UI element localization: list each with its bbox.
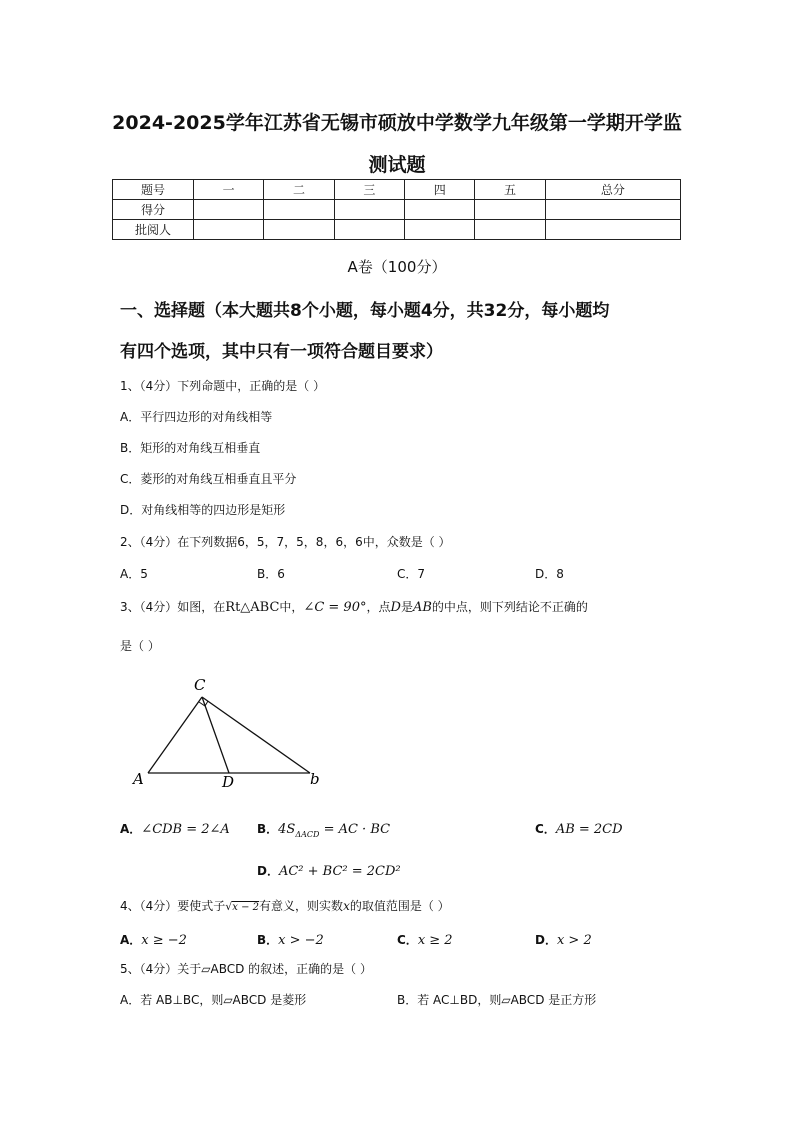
- q5-option-b[interactable]: B．若 AC⊥BD，则▱ABCD 是正方形: [397, 993, 597, 1007]
- q4-stem-a: 4、（4分）要使式子: [120, 899, 226, 913]
- q4-option-d[interactable]: [535, 929, 592, 948]
- q3-stem-b: 中，: [279, 600, 304, 614]
- q1-option-a[interactable]: A．平行四边形的对角线相等: [120, 410, 273, 424]
- header-cell: 五: [475, 180, 545, 200]
- section1-heading-line1: 一、选择题（本大题共8个小题，每小题4分，共32分，每小题均: [120, 301, 610, 321]
- q3-option-a-label: A．: [120, 822, 142, 836]
- grader-cell[interactable]: [264, 220, 334, 240]
- score-cell[interactable]: [545, 200, 680, 220]
- q3-option-d[interactable]: [257, 860, 401, 879]
- score-cell[interactable]: [264, 200, 334, 220]
- grader-cell[interactable]: [334, 220, 404, 240]
- grader-cell[interactable]: [545, 220, 680, 240]
- score-table: [112, 179, 681, 240]
- q3-triangle-figure: [120, 670, 340, 795]
- q4-stem-c: 的取值范围是（ ）: [349, 899, 450, 913]
- grader-cell[interactable]: [475, 220, 545, 240]
- label-d: D: [222, 773, 235, 791]
- grader-cell[interactable]: [405, 220, 475, 240]
- q3-stem-a: 3、（4分）如图，在: [120, 600, 226, 614]
- score-cell[interactable]: [194, 200, 264, 220]
- q3-option-c-expr: AB = 2CD: [555, 822, 623, 837]
- score-row: [113, 200, 681, 220]
- sqrt-symbol-icon: √: [225, 900, 233, 913]
- q1-option-d[interactable]: D．对角线相等的四边形是矩形: [120, 503, 286, 517]
- q4-option-a[interactable]: [120, 929, 187, 948]
- q3-option-d-label: D．: [257, 864, 279, 878]
- section1-heading-line2: 有四个选项，其中只有一项符合题目要求）: [120, 342, 443, 362]
- side-ac: [148, 697, 202, 773]
- q1-option-c[interactable]: C．菱形的对角线互相垂直且平分: [120, 472, 297, 486]
- q3-option-b-subscript: ΔACD: [295, 830, 320, 840]
- q3-angle: ∠C = 90°: [303, 600, 367, 615]
- paper-label: A卷（100分）: [347, 258, 447, 276]
- q1-option-b[interactable]: B．矩形的对角线互相垂直: [120, 441, 261, 455]
- q3-option-a[interactable]: [120, 818, 230, 837]
- q3-option-b[interactable]: [257, 818, 390, 839]
- q4-option-a-expr: x ≥ −2: [141, 933, 187, 948]
- q3-option-c-label: C．: [535, 822, 556, 836]
- q5-option-a[interactable]: A．若 AB⊥BC，则▱ABCD 是菱形: [120, 993, 307, 1007]
- median-cd: [202, 697, 229, 773]
- score-cell[interactable]: [475, 200, 545, 220]
- q3-option-b-rest: = AC · BC: [319, 822, 391, 837]
- score-cell[interactable]: [405, 200, 475, 220]
- q2-stem: 2、（4分）在下列数据6，5，7，5，8，6，6中，众数是（ ）: [120, 535, 451, 549]
- q4-option-b-label: B．: [257, 933, 279, 947]
- grader-cell[interactable]: [194, 220, 264, 240]
- q4-option-d-label: D．: [535, 933, 557, 947]
- row-label: 得分: [113, 200, 194, 220]
- q3-option-b-label: B．: [257, 822, 279, 836]
- header-cell: 四: [405, 180, 475, 200]
- q4-option-c-label: C．: [397, 933, 418, 947]
- q3-triangle: Rt△ABC: [225, 600, 280, 615]
- grader-row: [113, 220, 681, 240]
- header-cell: 题号: [113, 180, 194, 200]
- header-cell: 二: [264, 180, 334, 200]
- header-cell: 总分: [545, 180, 680, 200]
- q5-stem: 5、（4分）关于▱ABCD 的叙述，正确的是（ ）: [120, 962, 372, 976]
- q4-option-c-expr: x ≥ 2: [417, 933, 453, 948]
- q3-stem: [120, 598, 588, 615]
- q3-stem-d: 是: [400, 600, 413, 614]
- q2-option-d[interactable]: D．8: [535, 567, 564, 581]
- score-table-header-row: [113, 180, 681, 200]
- exam-title-line1: 2024-2025学年江苏省无锡市硕放中学数学九年级第一学期开学监: [112, 112, 682, 134]
- q4-sqrt-expr: x − 2: [232, 902, 260, 913]
- label-b: b: [310, 770, 320, 788]
- q4-variable-x: x: [343, 899, 350, 913]
- q4-option-a-label: A．: [120, 933, 142, 947]
- q3-stem-c: ，点: [366, 600, 391, 614]
- q3-segment-ab: AB: [412, 600, 432, 615]
- q3-point-d: D: [390, 600, 401, 615]
- q2-option-c[interactable]: C．7: [397, 567, 426, 581]
- header-cell: 三: [334, 180, 404, 200]
- q4-option-b-expr: x > −2: [278, 933, 324, 948]
- q4-option-c[interactable]: [397, 929, 453, 948]
- q3-option-b-coef: 4S: [278, 822, 296, 837]
- q2-option-b[interactable]: B．6: [257, 567, 285, 581]
- exam-title-line2: 测试题: [368, 154, 426, 176]
- q4-option-d-expr: x > 2: [556, 933, 592, 948]
- side-cb: [202, 697, 310, 773]
- header-cell: 一: [194, 180, 264, 200]
- q3-stem-line2: 是（ ）: [120, 639, 160, 653]
- label-c: C: [194, 676, 206, 694]
- q2-option-a[interactable]: A．5: [120, 567, 148, 581]
- row-label: 批阅人: [113, 220, 194, 240]
- score-cell[interactable]: [334, 200, 404, 220]
- q1-stem: 1、（4分）下列命题中，正确的是（ ）: [120, 379, 326, 393]
- q3-option-a-expr: ∠CDB = 2∠A: [141, 822, 230, 837]
- q3-stem-e: 的中点，则下列结论不正确的: [431, 600, 588, 614]
- q4-stem-b: 有意义，则实数: [259, 899, 344, 913]
- q3-option-c[interactable]: [535, 818, 623, 837]
- q4-stem: [120, 897, 450, 914]
- q4-option-b[interactable]: [257, 929, 324, 948]
- label-a: A: [133, 770, 144, 788]
- q3-option-d-expr: AC² + BC² = 2CD²: [278, 864, 401, 879]
